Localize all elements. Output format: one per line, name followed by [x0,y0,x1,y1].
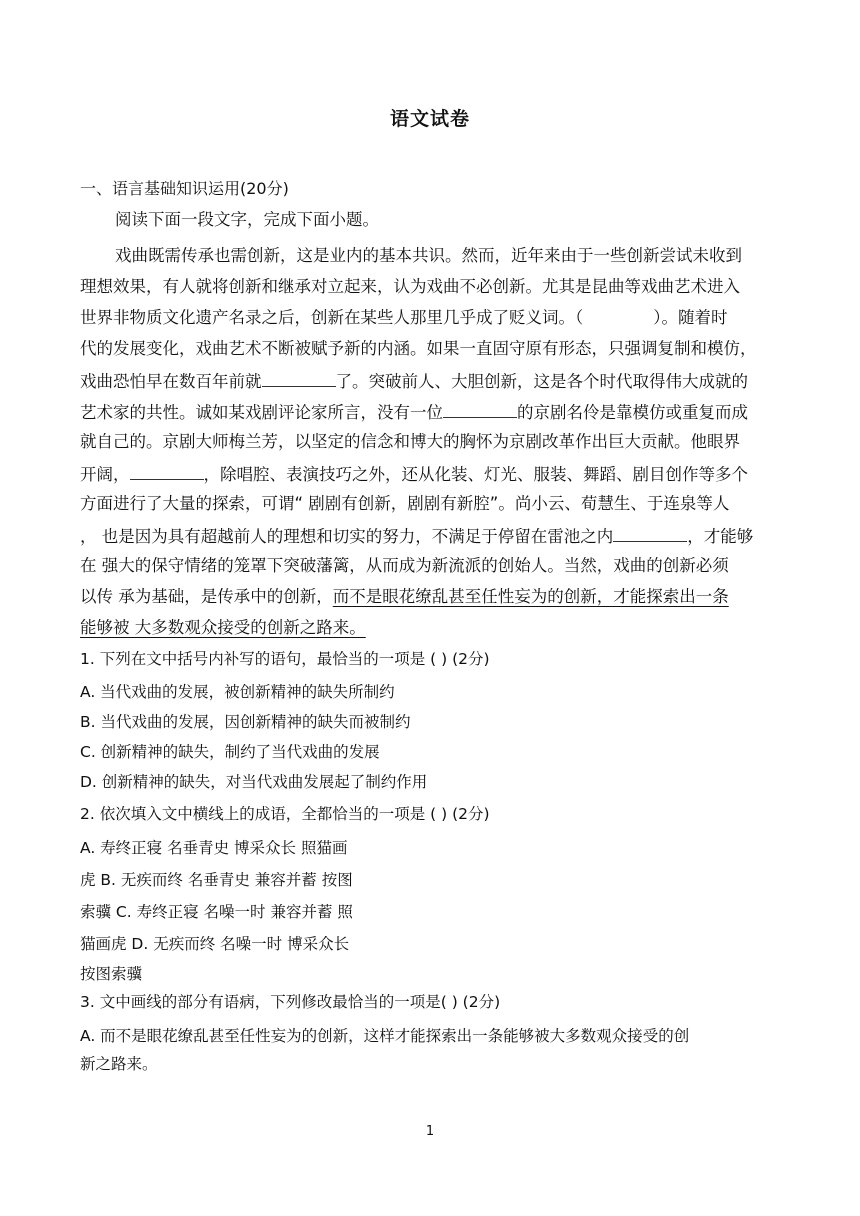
passage-text: 戏曲恐怕早在数百年前就 [80,372,262,391]
question-2-stem: 2. 依次填入文中横线上的成语，全都恰当的一项是 ( ) (2分) [80,805,490,823]
underlined-sentence: 能够被 大多数观众接受的创新之路来。 [80,618,366,637]
passage-line: 在 强大的保守情绪的笼罩下突破藩篱，从而成为新流派的创始人。当然，戏曲的创新必须 [80,556,729,575]
question-3-stem: 3. 文中画线的部分有语病，下列修改最恰当的一项是( ) (2分) [80,993,501,1011]
page-title: 语文试卷 [389,108,470,130]
passage-line: 戏曲既需传承也需创新，这是业内的基本共识。然而，近年来由于一些创新尝试未收到 [115,246,742,265]
section-heading: 一、语言基础知识运用(20分) [80,179,289,198]
fill-in-blank [613,523,687,542]
question-1-option-c: C. 创新精神的缺失，制约了当代戏曲的发展 [80,743,380,761]
passage-line [80,306,780,330]
passage-line: 代的发展变化，戏曲艺术不断被赋予新的内涵。如果一直固守原有形态，只强调复制和模仿， [80,339,757,358]
underlined-sentence: 而不是眼花缭乱甚至任性妄为的创新，才能探索出一条 [332,587,729,606]
passage-line [80,461,780,487]
passage-line [80,523,780,549]
question-3-option-a: A. 而不是眼花缭乱甚至任性妄为的创新，这样才能探索出一条能够被大多数观众接受的创 [80,1027,690,1045]
passage-text: 开阔， [80,465,130,484]
passage-line: 方面进行了大量的探索，可谓“ 剧剧有创新，剧剧有新腔”。尚小云、荀慧生、于连泉等人 [80,494,730,513]
passage-line [80,616,780,640]
passage-text: ）。随着时 [653,308,728,327]
passage-text: 的京剧名伶是靠模仿或重复而成 [517,403,748,422]
question-2-options-line: 虎 B. 无疾而终 名垂青史 兼容并蓄 按图 [80,871,353,889]
passage-text: ，除唱腔、表演技巧之外，还从化装、灯光、服装、舞蹈、剧目创作等多个 [203,465,748,484]
passage-line [80,368,780,394]
question-1-option-d: D. 创新精神的缺失，对当代戏曲发展起了制约作用 [80,773,428,791]
passage-line [80,399,780,425]
passage-line: 理想效果，有人就将创新和继承对立起来，认为戏曲不必创新。尤其是昆曲等戏曲艺术进入 [80,277,740,296]
question-1-option-b: B. 当代戏曲的发展，因创新精神的缺失而被制约 [80,713,411,731]
fill-in-blank [262,368,336,387]
passage-text: 艺术家的共性。诚如某戏剧评论家所言，没有一位 [80,403,443,422]
question-2-options-line: 猫画虎 D. 无疾而终 名噪一时 博采众长 [80,935,350,953]
question-2-options-line: 索骥 C. 寿终正寝 名噪一时 兼容并蓄 照 [80,903,353,921]
page-number: 1 [425,1124,435,1139]
passage-text: 了。突破前人、大胆创新，这是各个时代取得伟大成就的 [335,372,748,391]
question-2-options-line: A. 寿终正寝 名垂青史 博采众长 照猫画 [80,839,348,857]
passage-text: 世界非物质文化遗产名录之后，创新在某些人那里几乎成了贬义词。（ [80,308,584,327]
passage-text: 以传 承为基础，是传承中的创新， [80,587,333,606]
passage-text: ，才能够 [687,527,754,546]
instruction-text: 阅读下面一段文字，完成下面小题。 [115,210,379,229]
fill-in-blank [130,461,204,480]
fill-in-blank [443,399,517,418]
question-1-stem: 1. 下列在文中括号内补写的语句，最恰当的一项是 ( ) (2分) [80,650,490,668]
passage-line [80,585,780,609]
passage-line: 就自己的。京剧大师梅兰芳，以坚定的信念和博大的胸怀为京剧改革作出巨大贡献。他眼界 [80,432,740,451]
question-1-option-a: A. 当代戏曲的发展，被创新精神的缺失所制约 [80,683,395,701]
question-3-option-a-continued: 新之路来。 [80,1055,158,1073]
question-2-options-line: 按图索骥 [80,965,143,983]
passage-text: ， 也是因为具有超越前人的理想和切实的努力，不满足于停留在雷池之内 [80,527,614,546]
